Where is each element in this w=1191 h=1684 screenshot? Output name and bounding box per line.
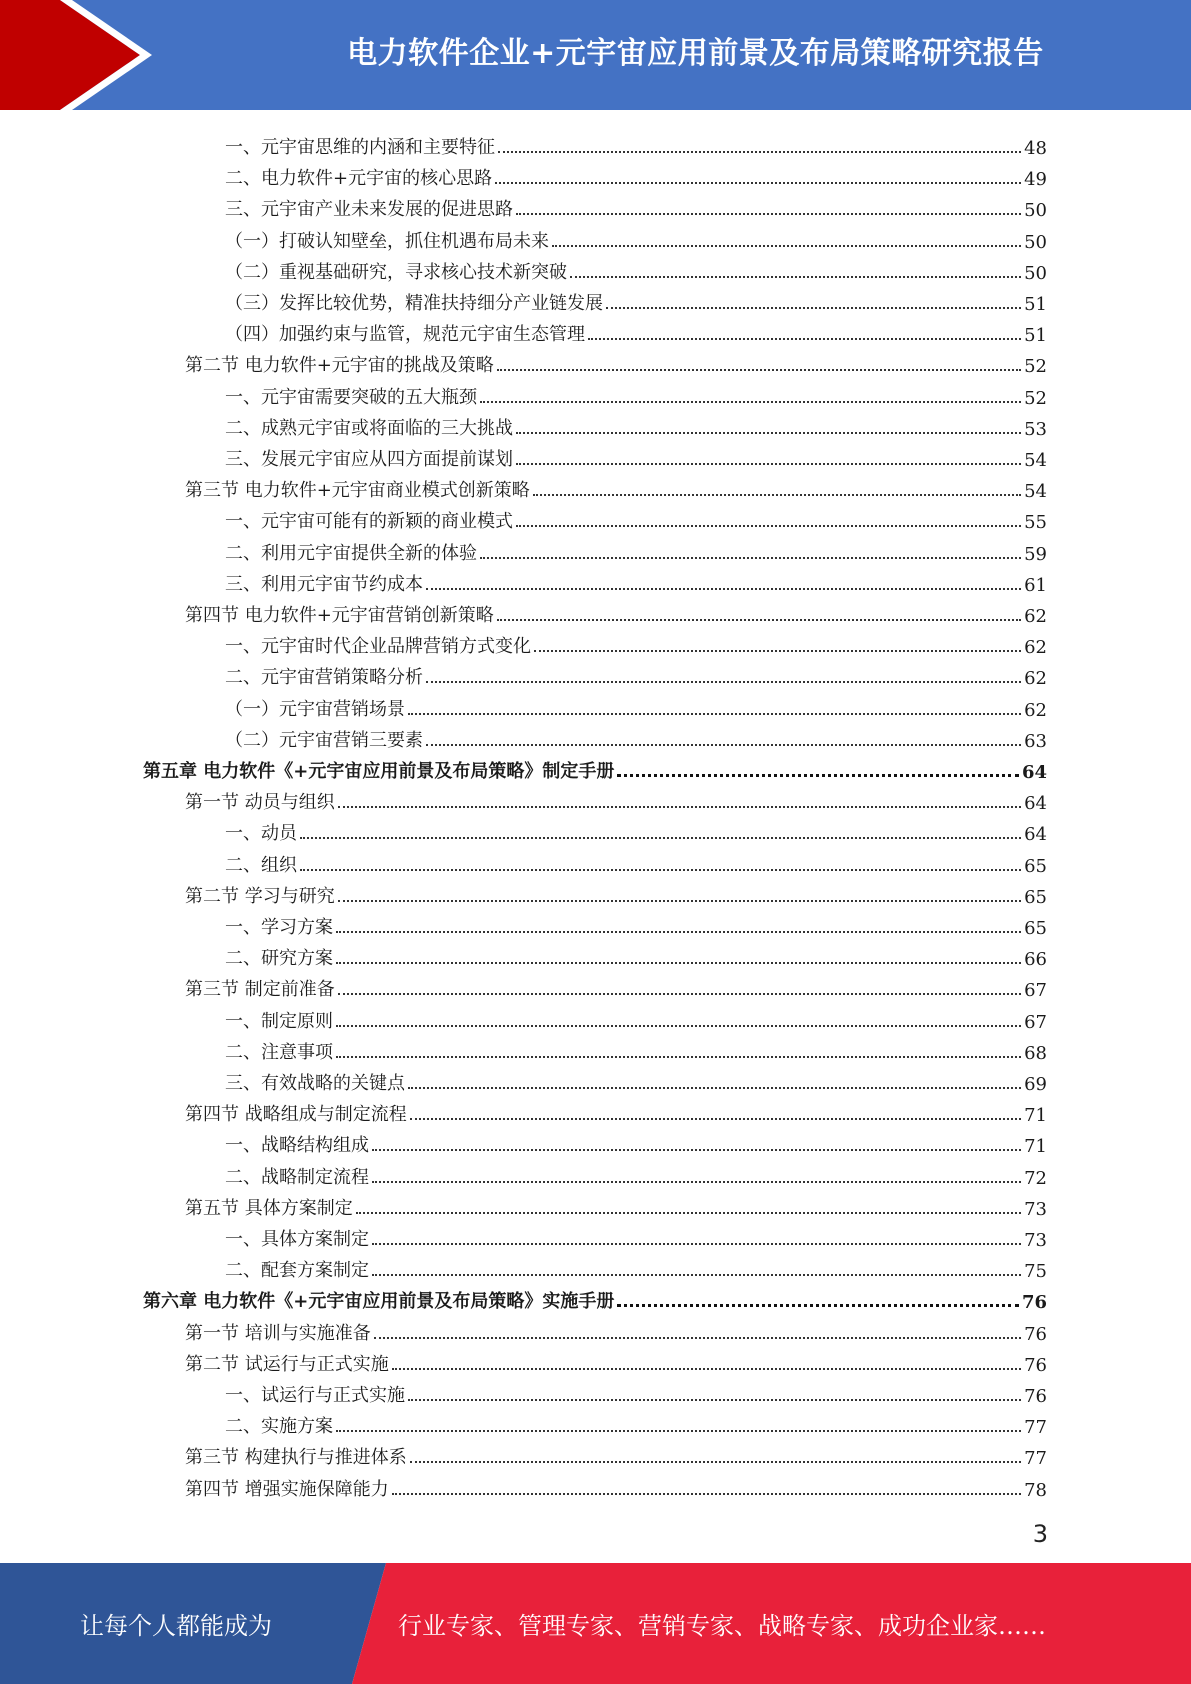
toc-dot-leader: [410, 1461, 1021, 1463]
toc-dot-leader: [300, 837, 1021, 839]
toc-page-number: 62: [1024, 699, 1047, 721]
toc-entry-title: 二、组织: [225, 854, 297, 876]
toc-dot-leader: [534, 650, 1021, 652]
toc-entry-title: 第二节 试运行与正式实施: [185, 1353, 389, 1375]
toc-page-number: 65: [1024, 918, 1047, 939]
toc-page-number: 66: [1024, 949, 1047, 971]
toc-row[interactable]: [185, 1470, 1047, 1501]
toc-dot-leader: [338, 993, 1021, 995]
toc-page-number: 49: [1024, 169, 1047, 191]
toc-entry-title: 二、研究方案: [225, 948, 333, 970]
toc-dot-leader: [336, 1056, 1021, 1058]
toc-dot-leader: [372, 1149, 1021, 1151]
toc-dot-leader: [408, 1399, 1021, 1401]
toc-page-number: 50: [1024, 231, 1047, 253]
toc-row[interactable]: [185, 1095, 1047, 1126]
toc-page-number: 71: [1024, 1136, 1047, 1158]
toc-dot-leader: [617, 774, 1019, 777]
toc-page-number: 48: [1024, 138, 1047, 159]
toc-entry-title: 二、注意事项: [225, 1041, 333, 1063]
toc-row[interactable]: [225, 690, 1047, 721]
toc-row[interactable]: [185, 783, 1047, 814]
toc-page-number: 64: [1021, 762, 1047, 783]
toc-dot-leader: [426, 588, 1021, 590]
toc-entry-title: 三、元宇宙产业未来发展的促进思路: [225, 199, 513, 221]
toc-row[interactable]: [185, 1189, 1047, 1220]
toc-page-number: 76: [1024, 1323, 1047, 1345]
toc-entry-title: 三、有效战略的关键点: [225, 1073, 405, 1094]
toc-entry-title: 第四节 电力软件+元宇宙营销创新策略: [185, 605, 494, 626]
toc-row[interactable]: [225, 627, 1047, 658]
toc-dot-leader: [617, 1304, 1019, 1307]
toc-entry-title: （一）打破认知壁垒，抓住机遇布局未来: [225, 230, 549, 252]
toc-dot-leader: [372, 1181, 1021, 1183]
toc-page-number: 77: [1024, 1417, 1047, 1439]
toc-dot-leader: [516, 432, 1021, 434]
toc-entry-title: （四）加强约束与监管，规范元宇宙生态管理: [225, 324, 585, 346]
toc-dot-leader: [480, 401, 1021, 403]
toc-dot-leader: [408, 713, 1021, 715]
toc-row[interactable]: [225, 1220, 1047, 1251]
toc-entry-title: 三、发展元宇宙应从四方面提前谋划: [225, 449, 513, 470]
toc-page-number: 77: [1024, 1448, 1047, 1470]
toc-dot-leader: [552, 245, 1021, 247]
toc-row[interactable]: [225, 1126, 1047, 1157]
toc-row[interactable]: [225, 378, 1047, 409]
toc-entry-title: 第四节 增强实施保障能力: [185, 1478, 389, 1500]
toc-row[interactable]: [225, 1002, 1047, 1033]
toc-entry-title: 第一节 动员与组织: [185, 792, 335, 814]
toc-dot-leader: [570, 276, 1021, 278]
toc-row[interactable]: [225, 440, 1047, 471]
toc-page-number: 61: [1024, 574, 1047, 596]
page-number: 3: [1032, 1520, 1048, 1548]
toc-row[interactable]: [185, 1314, 1047, 1345]
toc-dot-leader: [372, 1243, 1021, 1245]
toc-entry-title: 一、具体方案制定: [225, 1229, 369, 1250]
toc-entry-title: 一、学习方案: [225, 917, 333, 938]
toc-chapter-row[interactable]: [143, 1282, 1047, 1313]
toc-dot-leader: [480, 557, 1021, 559]
toc-page-number: 71: [1024, 1105, 1047, 1127]
toc-page-number: 76: [1024, 1386, 1047, 1407]
toc-dot-leader: [336, 1430, 1021, 1432]
toc-page-number: 62: [1024, 637, 1047, 659]
toc-dot-leader: [516, 525, 1021, 527]
toc-row[interactable]: [185, 471, 1047, 502]
toc-entry-title: 二、利用元宇宙提供全新的体验: [225, 542, 477, 564]
toc-row[interactable]: [225, 222, 1047, 253]
toc-entry-title: 二、电力软件+元宇宙的核心思路: [225, 168, 493, 190]
footer-roles: 行业专家、管理专家、营销专家、战略专家、成功企业家……: [398, 1612, 1046, 1640]
toc-entry-title: 二、战略制定流程: [225, 1166, 369, 1188]
toc-dot-leader: [516, 463, 1021, 465]
toc-row[interactable]: [225, 939, 1047, 970]
toc-dot-leader: [300, 869, 1021, 871]
toc-page-number: 68: [1024, 1042, 1047, 1064]
toc-page-number: 52: [1024, 387, 1047, 409]
toc-page-number: 53: [1024, 418, 1047, 440]
report-title: 电力软件企业+元宇宙应用前景及布局策略研究报告: [347, 36, 1044, 71]
toc-dot-leader: [497, 369, 1021, 371]
toc-page-number: 62: [1024, 606, 1047, 627]
toc-page-number: 51: [1024, 294, 1047, 315]
toc-dot-leader: [336, 1025, 1021, 1027]
toc-page-number: 64: [1024, 824, 1047, 846]
toc-dot-leader: [606, 307, 1021, 309]
toc-entry-title: 第五节 具体方案制定: [185, 1197, 353, 1219]
toc-page-number: 65: [1024, 886, 1047, 908]
toc-dot-leader: [533, 494, 1021, 496]
toc-entry-title: 第三节 电力软件+元宇宙商业模式创新策略: [185, 480, 530, 502]
toc-row[interactable]: [185, 970, 1047, 1001]
toc-row[interactable]: [225, 159, 1047, 190]
toc-entry-title: 第三节 构建执行与推进体系: [185, 1447, 407, 1469]
toc-row[interactable]: [225, 565, 1047, 596]
toc-entry-title: 第二节 学习与研究: [185, 885, 335, 907]
toc-entry-title: （二）重视基础研究，寻求核心技术新突破: [225, 261, 567, 283]
toc-page-number: 52: [1024, 356, 1047, 378]
header-banner: [0, 0, 1191, 110]
toc-dot-leader: [392, 1368, 1021, 1370]
toc-page-number: 50: [1024, 262, 1047, 284]
toc-entry-title: 第三节 制定前准备: [185, 979, 335, 1001]
toc-entry-title: （三）发挥比较优势，精准扶持细分产业链发展: [225, 293, 603, 314]
toc-entry-title: 二、元宇宙营销策略分析: [225, 667, 423, 689]
toc-page-number: 65: [1024, 855, 1047, 877]
toc-entry-title: 一、试运行与正式实施: [225, 1385, 405, 1406]
toc-page-number: 59: [1024, 543, 1047, 565]
toc-row[interactable]: [225, 1251, 1047, 1282]
toc-row[interactable]: [225, 534, 1047, 565]
toc-entry-title: （二）元宇宙营销三要素: [225, 729, 423, 751]
toc-page-number: 62: [1024, 668, 1047, 690]
toc-dot-leader: [588, 338, 1021, 340]
toc-entry-title: 二、配套方案制定: [225, 1260, 369, 1282]
toc-row[interactable]: [185, 1345, 1047, 1376]
toc-dot-leader: [498, 151, 1021, 153]
toc-row[interactable]: [225, 1064, 1047, 1095]
toc-page-number: 67: [1024, 1011, 1047, 1033]
toc-page-number: 51: [1024, 325, 1047, 347]
toc-row[interactable]: [225, 1158, 1047, 1189]
toc-entry-title: 一、战略结构组成: [225, 1135, 369, 1157]
toc-row[interactable]: [225, 814, 1047, 845]
toc-row[interactable]: [225, 190, 1047, 221]
toc-dot-leader: [426, 681, 1021, 683]
toc-entry-title: 第五章 电力软件《+元宇宙应用前景及布局策略》制定手册: [143, 761, 615, 782]
toc-dot-leader: [336, 962, 1021, 964]
toc-page-number: 69: [1024, 1074, 1047, 1095]
toc-row[interactable]: [225, 846, 1047, 877]
toc-row[interactable]: [225, 284, 1047, 315]
toc-dot-leader: [356, 1212, 1021, 1214]
toc-dot-leader: [497, 619, 1021, 621]
toc-entry-title: 一、元宇宙思维的内涵和主要特征: [225, 137, 495, 158]
toc-entry-title: 二、实施方案: [225, 1416, 333, 1438]
toc-page-number: 67: [1024, 980, 1047, 1002]
toc-dot-leader: [374, 1337, 1021, 1339]
toc-dot-leader: [372, 1274, 1021, 1276]
toc-entry-title: 第六章 电力软件《+元宇宙应用前景及布局策略》实施手册: [143, 1291, 615, 1313]
toc-entry-title: 一、制定原则: [225, 1010, 333, 1032]
toc-row[interactable]: [225, 409, 1047, 440]
toc-entry-title: 一、元宇宙可能有的新颖的商业模式: [225, 511, 513, 533]
toc-dot-leader: [426, 744, 1021, 746]
toc-page-number: 76: [1024, 1354, 1047, 1376]
toc-entry-title: 三、利用元宇宙节约成本: [225, 573, 423, 595]
toc-row[interactable]: [185, 877, 1047, 908]
toc-page-number: 75: [1024, 1261, 1047, 1283]
toc-row[interactable]: [225, 721, 1047, 752]
toc-page-number: 76: [1021, 1292, 1047, 1314]
footer-slogan: 让每个人都能成为: [80, 1612, 272, 1640]
toc-row[interactable]: [225, 253, 1047, 284]
toc-row[interactable]: [225, 128, 1047, 159]
footer-banner: [0, 1563, 1191, 1684]
toc-row[interactable]: [185, 346, 1047, 377]
toc-dot-leader: [495, 182, 1021, 184]
toc-chapter-row[interactable]: [143, 752, 1047, 783]
toc-page-number: 50: [1024, 200, 1047, 222]
toc-entry-title: 第四节 战略组成与制定流程: [185, 1104, 407, 1126]
toc-row[interactable]: [225, 502, 1047, 533]
toc-page-number: 54: [1024, 481, 1047, 503]
toc-dot-leader: [410, 1118, 1021, 1120]
toc-dot-leader: [338, 806, 1021, 808]
toc-row[interactable]: [185, 596, 1047, 627]
toc-row[interactable]: [225, 1407, 1047, 1438]
toc-dot-leader: [392, 1493, 1021, 1495]
toc-page-number: 73: [1024, 1230, 1047, 1251]
toc-entry-title: 二、成熟元宇宙或将面临的三大挑战: [225, 417, 513, 439]
toc-row[interactable]: [225, 658, 1047, 689]
toc-row[interactable]: [225, 1376, 1047, 1407]
toc-entry-title: 第一节 培训与实施准备: [185, 1322, 371, 1344]
toc-dot-leader: [408, 1087, 1021, 1089]
toc-entry-title: 一、动员: [225, 823, 297, 845]
toc-row[interactable]: [225, 315, 1047, 346]
toc-page-number: 55: [1024, 512, 1047, 534]
toc-entry-title: 一、元宇宙需要突破的五大瓶颈: [225, 386, 477, 408]
toc-page-number: 63: [1024, 730, 1047, 752]
toc-row[interactable]: [225, 1033, 1047, 1064]
toc-dot-leader: [516, 213, 1021, 215]
toc-page-number: 73: [1024, 1198, 1047, 1220]
toc-dot-leader: [338, 900, 1021, 902]
toc-page-number: 54: [1024, 450, 1047, 471]
toc-page-number: 78: [1024, 1479, 1047, 1501]
toc-entry-title: 第二节 电力软件+元宇宙的挑战及策略: [185, 355, 494, 377]
toc-entry-title: 一、元宇宙时代企业品牌营销方式变化: [225, 636, 531, 658]
toc-entry-title: （一）元宇宙营销场景: [225, 698, 405, 720]
toc-page-number: 64: [1024, 793, 1047, 815]
toc-row[interactable]: [185, 1438, 1047, 1469]
toc-page-number: 72: [1024, 1167, 1047, 1189]
toc-row[interactable]: [225, 908, 1047, 939]
toc-dot-leader: [336, 931, 1021, 933]
